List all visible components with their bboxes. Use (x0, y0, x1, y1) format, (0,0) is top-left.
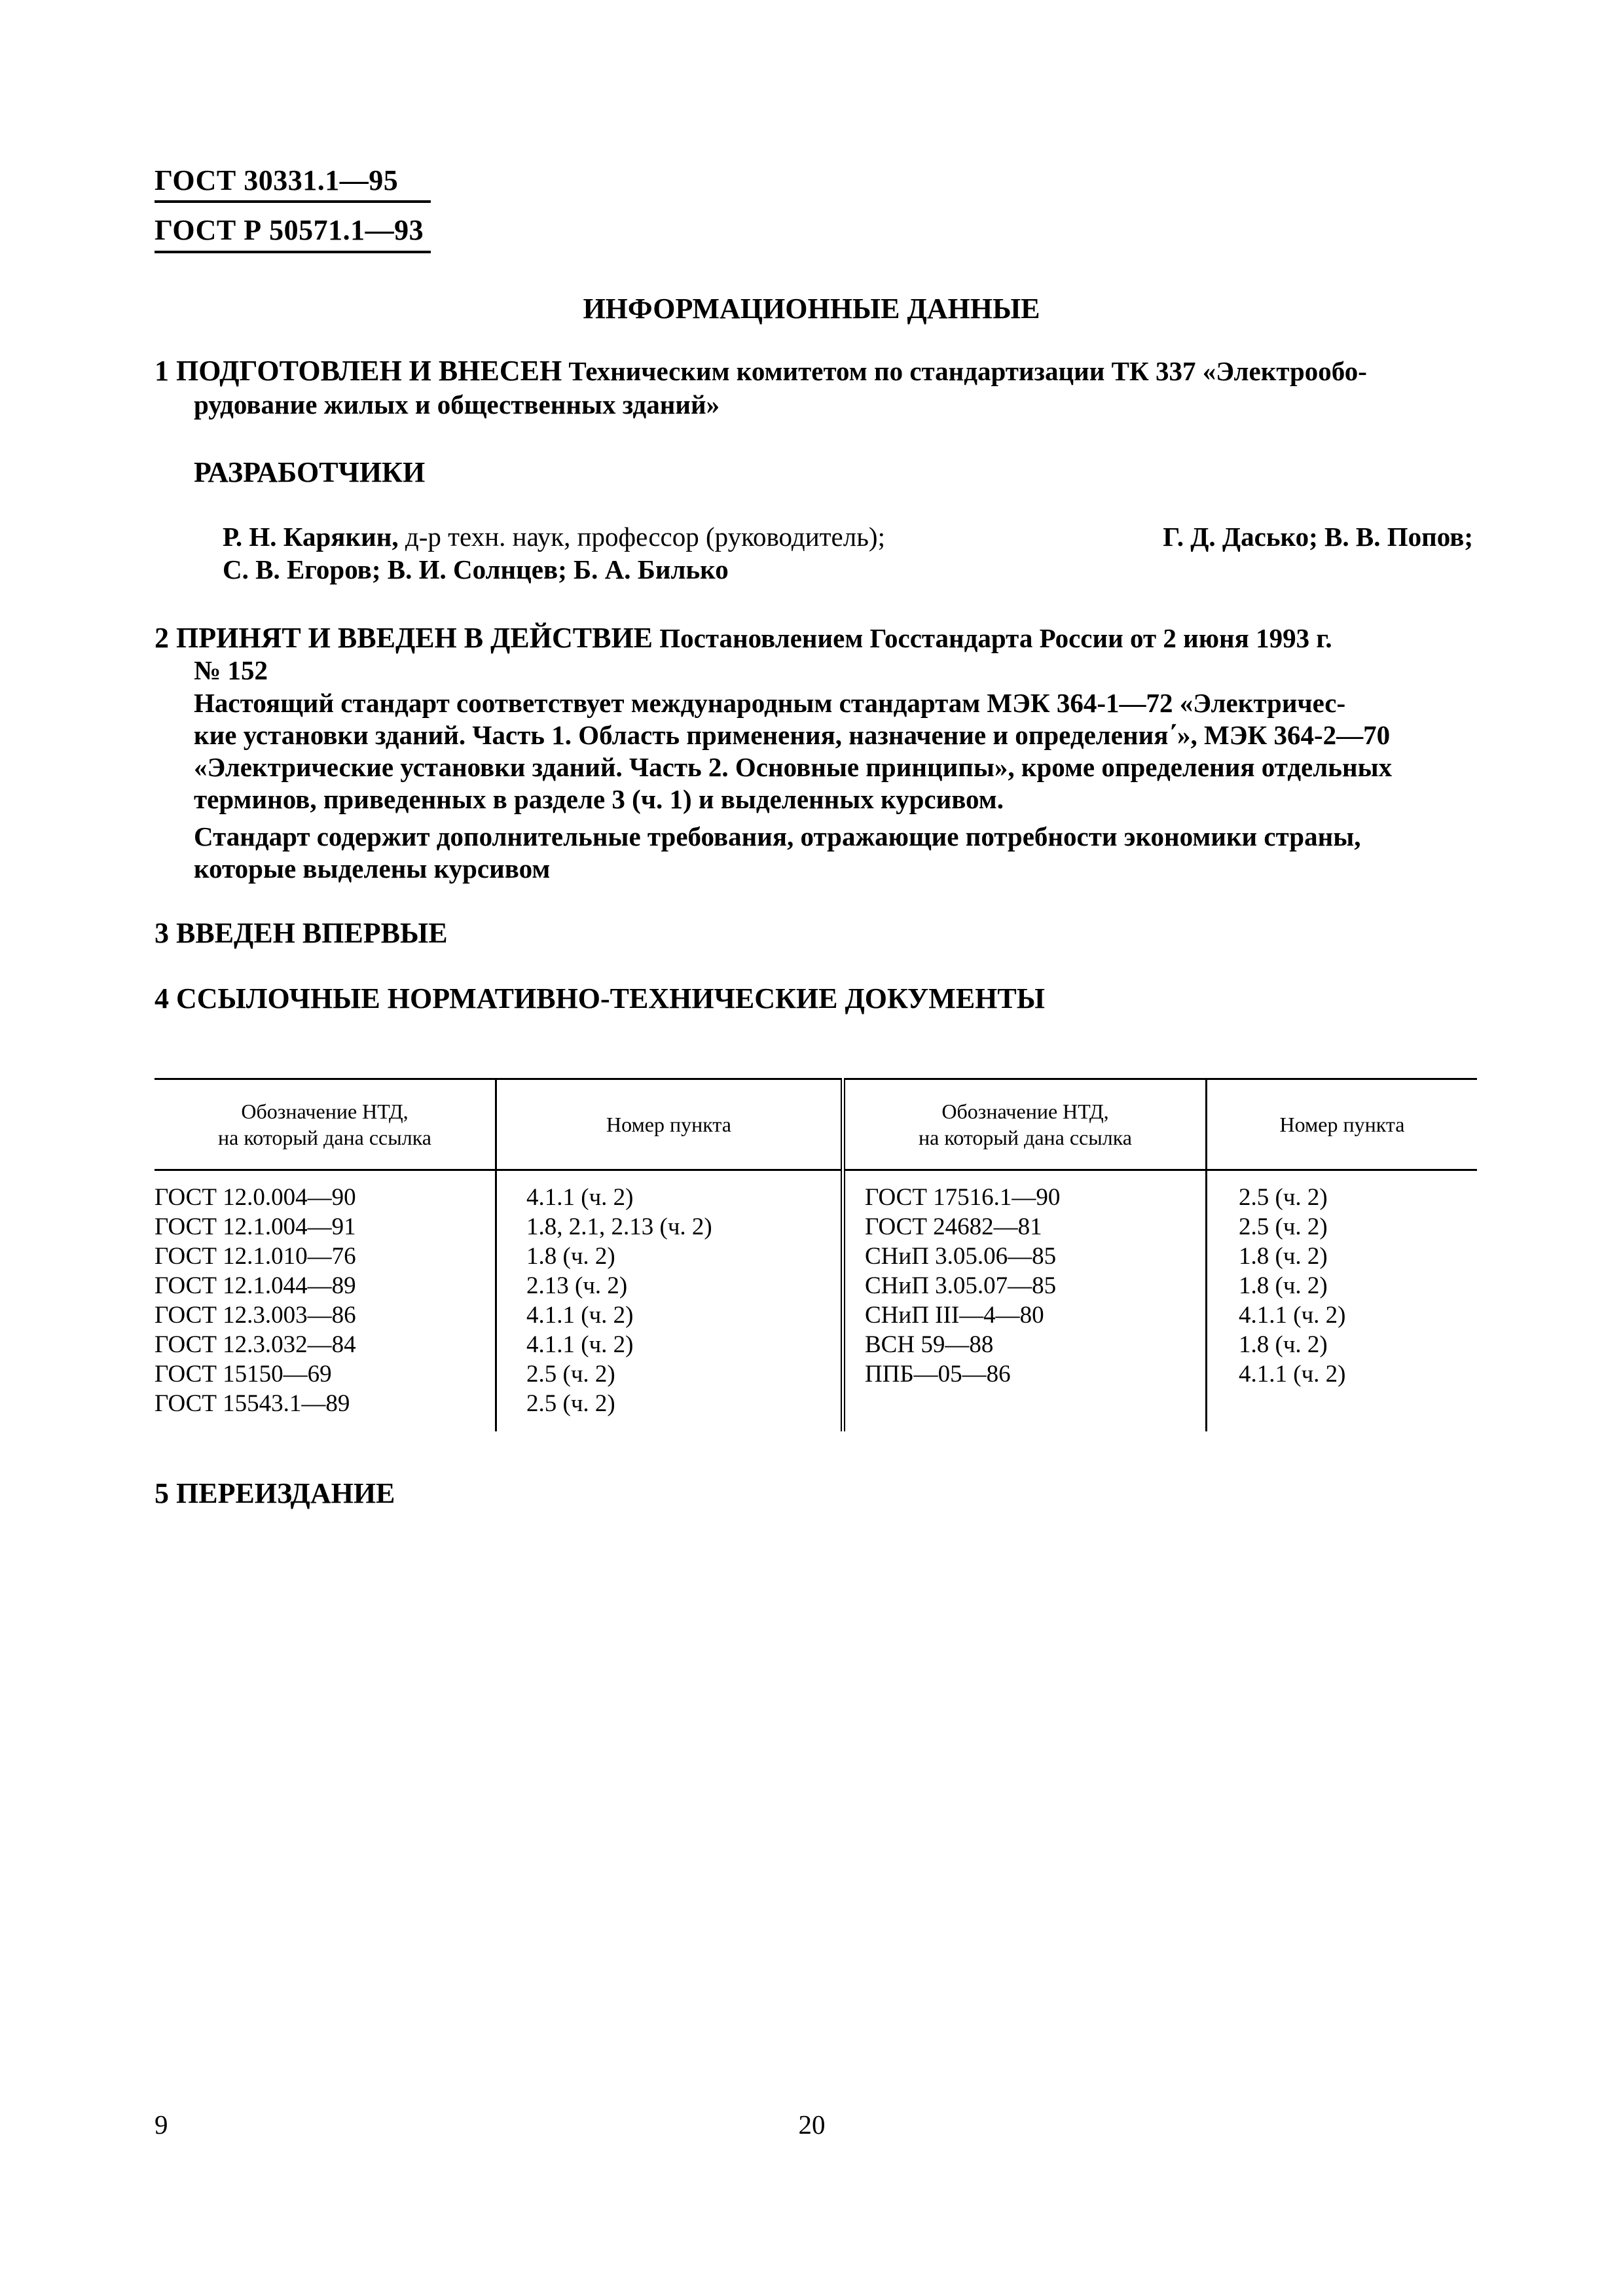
right-items-column (1207, 1170, 1478, 1432)
list-item: СНиП III—4—80 (865, 1302, 1044, 1329)
header-rule-1 (155, 200, 431, 203)
developers-heading: РАЗРАБОТЧИКИ (194, 456, 426, 488)
section1-line1 (155, 355, 1367, 387)
list-item: 1.8 (ч. 2) (1239, 1272, 1328, 1299)
left-docs-column (155, 1170, 496, 1432)
developers-names-1: Г. Д. Дасько; В. В. Попов; (1163, 522, 1473, 552)
list-item: 2.5 (ч. 2) (526, 1361, 615, 1388)
section2-p2-line3: «Электрические установки зданий. Часть 2. Основные принципы», кроме определения отдельных (194, 752, 1393, 782)
list-item: 4.1.1 (ч. 2) (526, 1302, 634, 1329)
section4-heading: 4 ССЫЛОЧНЫЕ НОРМАТИВНО-ТЕХНИЧЕСКИЕ ДОКУМЕНТЫ (155, 982, 1045, 1014)
section2-line1 (155, 622, 1332, 655)
list-item: 4.1.1 (ч. 2) (526, 1331, 634, 1358)
list-item: СНиП 3.05.06—85 (865, 1243, 1057, 1270)
page-title: ИНФОРМАЦИОННЫЕ ДАННЫЕ (583, 293, 1040, 325)
header-doc-designation-right: Обозначение НТД, на который дана ссылка (843, 1079, 1207, 1170)
list-item: ГОСТ 12.3.032—84 (155, 1331, 356, 1358)
section2-text-2: № 152 (194, 655, 268, 685)
list-item: ГОСТ 17516.1—90 (865, 1184, 1061, 1211)
list-item: ГОСТ 24682—81 (865, 1213, 1042, 1240)
section5-heading: 5 ПЕРЕИЗДАНИЕ (155, 1477, 395, 1509)
header-item-number-right: Номер пункта (1207, 1079, 1478, 1170)
header-item-number-left: Номер пункта (496, 1079, 843, 1170)
reference-documents-table (155, 1078, 1477, 1431)
table-header-row (155, 1079, 1477, 1170)
section1-text-1: Техническим комитетом по стандартизации ТК 337 «Электрообо- (562, 356, 1367, 386)
list-item: 2.5 (ч. 2) (526, 1390, 615, 1417)
header-doc-designation-left: Обозначение НТД, на который дана ссылка (155, 1079, 496, 1170)
section1-heading: 1 ПОДГОТОВЛЕН И ВНЕСЕН (155, 355, 562, 387)
section2-p3-line2: которые выделены курсивом (194, 853, 551, 884)
table-row (155, 1170, 1477, 1432)
list-item: ГОСТ 12.1.010—76 (155, 1243, 356, 1270)
developers-line1 (223, 521, 1473, 553)
list-item: ППБ—05—86 (865, 1361, 1011, 1388)
left-items-column (496, 1170, 843, 1432)
list-item: ВСН 59—88 (865, 1331, 994, 1358)
list-item: ГОСТ 12.1.044—89 (155, 1272, 356, 1299)
list-item: СНиП 3.05.07—85 (865, 1272, 1057, 1299)
section1-text-2: рудование жилых и общественных зданий» (194, 389, 720, 420)
list-item: 2.13 (ч. 2) (526, 1272, 628, 1299)
footer-left-number: 9 (155, 2109, 168, 2140)
standard-number-1: ГОСТ 30331.1—95 (155, 164, 399, 196)
list-item: ГОСТ 12.0.004—90 (155, 1184, 356, 1211)
list-item: ГОСТ 12.3.003—86 (155, 1302, 356, 1329)
list-item: 2.5 (ч. 2) (1239, 1213, 1328, 1240)
list-item: ГОСТ 15150—69 (155, 1361, 332, 1388)
list-item: 1.8 (ч. 2) (1239, 1331, 1328, 1358)
section2-p2-line4: терминов, приведенных в разделе 3 (ч. 1) и выделенных курсивом. (194, 784, 1004, 814)
list-item: 4.1.1 (ч. 2) (1239, 1302, 1346, 1329)
developer-lead-role: д-р техн. наук, профессор (руководитель); (398, 522, 885, 552)
developer-lead-name: Р. Н. Карякин, (223, 522, 399, 552)
header-rule-2 (155, 251, 431, 253)
standard-number-2: ГОСТ Р 50571.1—93 (155, 214, 424, 246)
list-item: ГОСТ 12.1.004—91 (155, 1213, 356, 1240)
list-item: 4.1.1 (ч. 2) (526, 1184, 634, 1211)
section2-p2-line1: Настоящий стандарт соответствует международным стандартам МЭК 364-1—72 «Электричес- (194, 688, 1346, 718)
developers-line2: С. В. Егоров; В. И. Солнцев; Б. А. Билько (223, 554, 729, 584)
section2-text-1: Постановлением Госстандарта России от 2 июня 1993 г. (653, 623, 1332, 653)
page-number: 20 (798, 2109, 826, 2140)
right-docs-column (843, 1170, 1207, 1432)
list-item: 1.8 (ч. 2) (526, 1243, 615, 1270)
section3-heading: 3 ВВЕДЕН ВПЕРВЫЕ (155, 917, 448, 949)
section2-heading: 2 ПРИНЯТ И ВВЕДЕН В ДЕЙСТВИЕ (155, 622, 653, 654)
list-item: 2.5 (ч. 2) (1239, 1184, 1328, 1211)
list-item: ГОСТ 15543.1—89 (155, 1390, 350, 1417)
list-item: 1.8, 2.1, 2.13 (ч. 2) (526, 1213, 712, 1240)
section2-p2-line2: кие установки зданий. Часть 1. Область применения, назначение и определения΄», МЭК 364-2—70 (194, 720, 1391, 750)
list-item: 1.8 (ч. 2) (1239, 1243, 1328, 1270)
section2-p3-line1: Стандарт содержит дополнительные требования, отражающие потребности экономики страны, (194, 821, 1361, 852)
list-item: 4.1.1 (ч. 2) (1239, 1361, 1346, 1388)
